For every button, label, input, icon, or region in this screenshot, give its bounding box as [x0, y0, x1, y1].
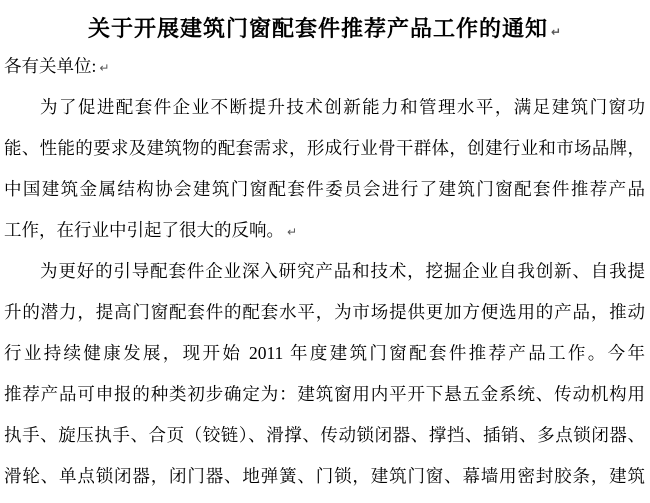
paragraph1-line-1: 为了促进配套件企业不断提升技术创新能力和管理水平，满足建筑门窗功	[40, 97, 645, 117]
paragraph1-line-2: 能、性能的要求及建筑物的配套需求，形成行业骨干群体，创建行业和市场品牌，	[4, 138, 645, 158]
salutation-text: 各有关单位:	[4, 56, 97, 76]
paragraph1-line-4	[4, 210, 645, 251]
document-title	[0, 12, 650, 46]
paragraph1-line-4-text: 工作，在行业中引起了很大的反响。	[4, 220, 284, 240]
paragraph2-line-5: 执手、旋压执手、合页（铰链）、滑撑、传动锁闭器、撑挡、插销、多点锁闭器、	[4, 425, 645, 445]
document-body	[4, 46, 645, 497]
paragraph2-line-4: 推荐产品可申报的种类初步确定为：建筑窗用内平开下悬五金系统、传动机构用	[4, 384, 645, 404]
paragraph-mark-icon: ↵	[99, 61, 110, 75]
paragraph2-line-6: 滑轮、单点锁闭器，闭门器、地弹簧、门锁，建筑门窗、幕墙用密封胶条，建筑	[4, 466, 645, 486]
paragraph2-line-2: 升的潜力，提高门窗配套件的配套水平，为市场提供更加方便选用的产品，推动	[4, 302, 645, 322]
paragraph-mark-icon: ↵	[550, 25, 563, 39]
document-title-text: 关于开展建筑门窗配套件推荐产品工作的通知	[87, 16, 548, 41]
paragraph2-line-1: 为更好的引导配套件企业深入研究产品和技术，挖掘企业自我创新、自我提	[40, 261, 645, 281]
salutation-line	[4, 46, 645, 87]
paragraph2-line-3: 行业持续健康发展，现开始 2011 年度建筑门窗配套件推荐产品工作。今年	[4, 343, 645, 363]
paragraph-mark-icon: ↵	[287, 225, 298, 239]
paragraph1-line-3: 中国建筑金属结构协会建筑门窗配套件委员会进行了建筑门窗配套件推荐产品	[4, 179, 645, 199]
